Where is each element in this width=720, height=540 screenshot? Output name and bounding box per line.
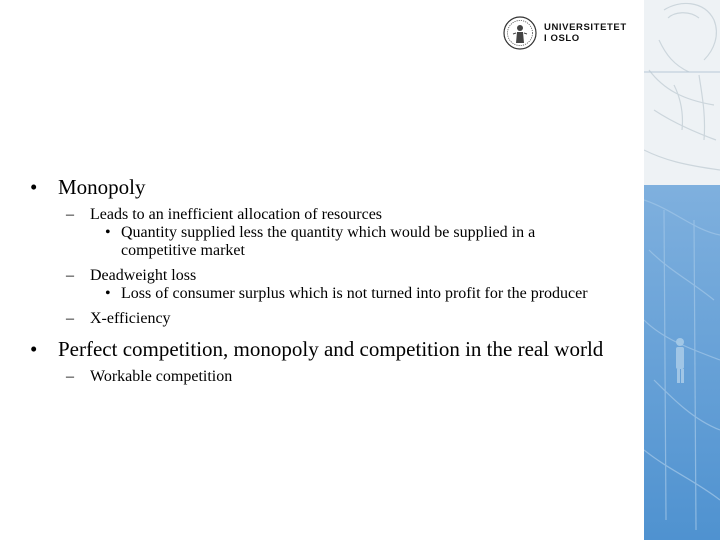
bullet-item-perfect-competition (30, 338, 630, 361)
dash-marker: – (66, 267, 74, 284)
sub-item-text: Deadweight loss (90, 267, 197, 284)
decorative-side-panel (644, 0, 720, 540)
sub-item-workable-competition (30, 367, 630, 386)
bullet-text: Perfect competition, monopoly and competition in the real world (58, 337, 604, 361)
sub-item-x-efficiency (30, 309, 630, 328)
detail-text: Loss of consumer surplus which is not turned into profit for the producer (121, 285, 588, 302)
sub-item-text: Leads to an inefficient allocation of resources (90, 206, 383, 223)
dash-marker: – (66, 206, 74, 223)
dash-marker: – (66, 368, 74, 385)
bullet-marker: • (30, 175, 38, 199)
university-seal-icon (503, 16, 537, 50)
bullet-item-monopoly (30, 176, 630, 199)
university-logo (503, 15, 627, 51)
sub-item-text: Workable competition (90, 368, 233, 385)
sub-item-inefficient-allocation (30, 205, 630, 224)
small-bullet-marker: • (105, 285, 111, 302)
detail-text: Quantity supplied less the quantity which would be supplied in a competitive market (121, 224, 536, 259)
logo-line-1: UNIVERSITETET (544, 22, 627, 33)
bullet-marker: • (30, 337, 38, 361)
sub-item-text: X-efficiency (90, 310, 171, 327)
detail-item-consumer-surplus (30, 285, 630, 303)
detail-item-quantity-supplied (30, 224, 630, 260)
sub-item-deadweight-loss (30, 266, 630, 285)
slide-body (30, 176, 630, 386)
bullet-text: Monopoly (58, 175, 146, 199)
logo-line-2: I OSLO (544, 33, 580, 44)
dash-marker: – (66, 310, 74, 327)
small-bullet-marker: • (105, 224, 111, 241)
